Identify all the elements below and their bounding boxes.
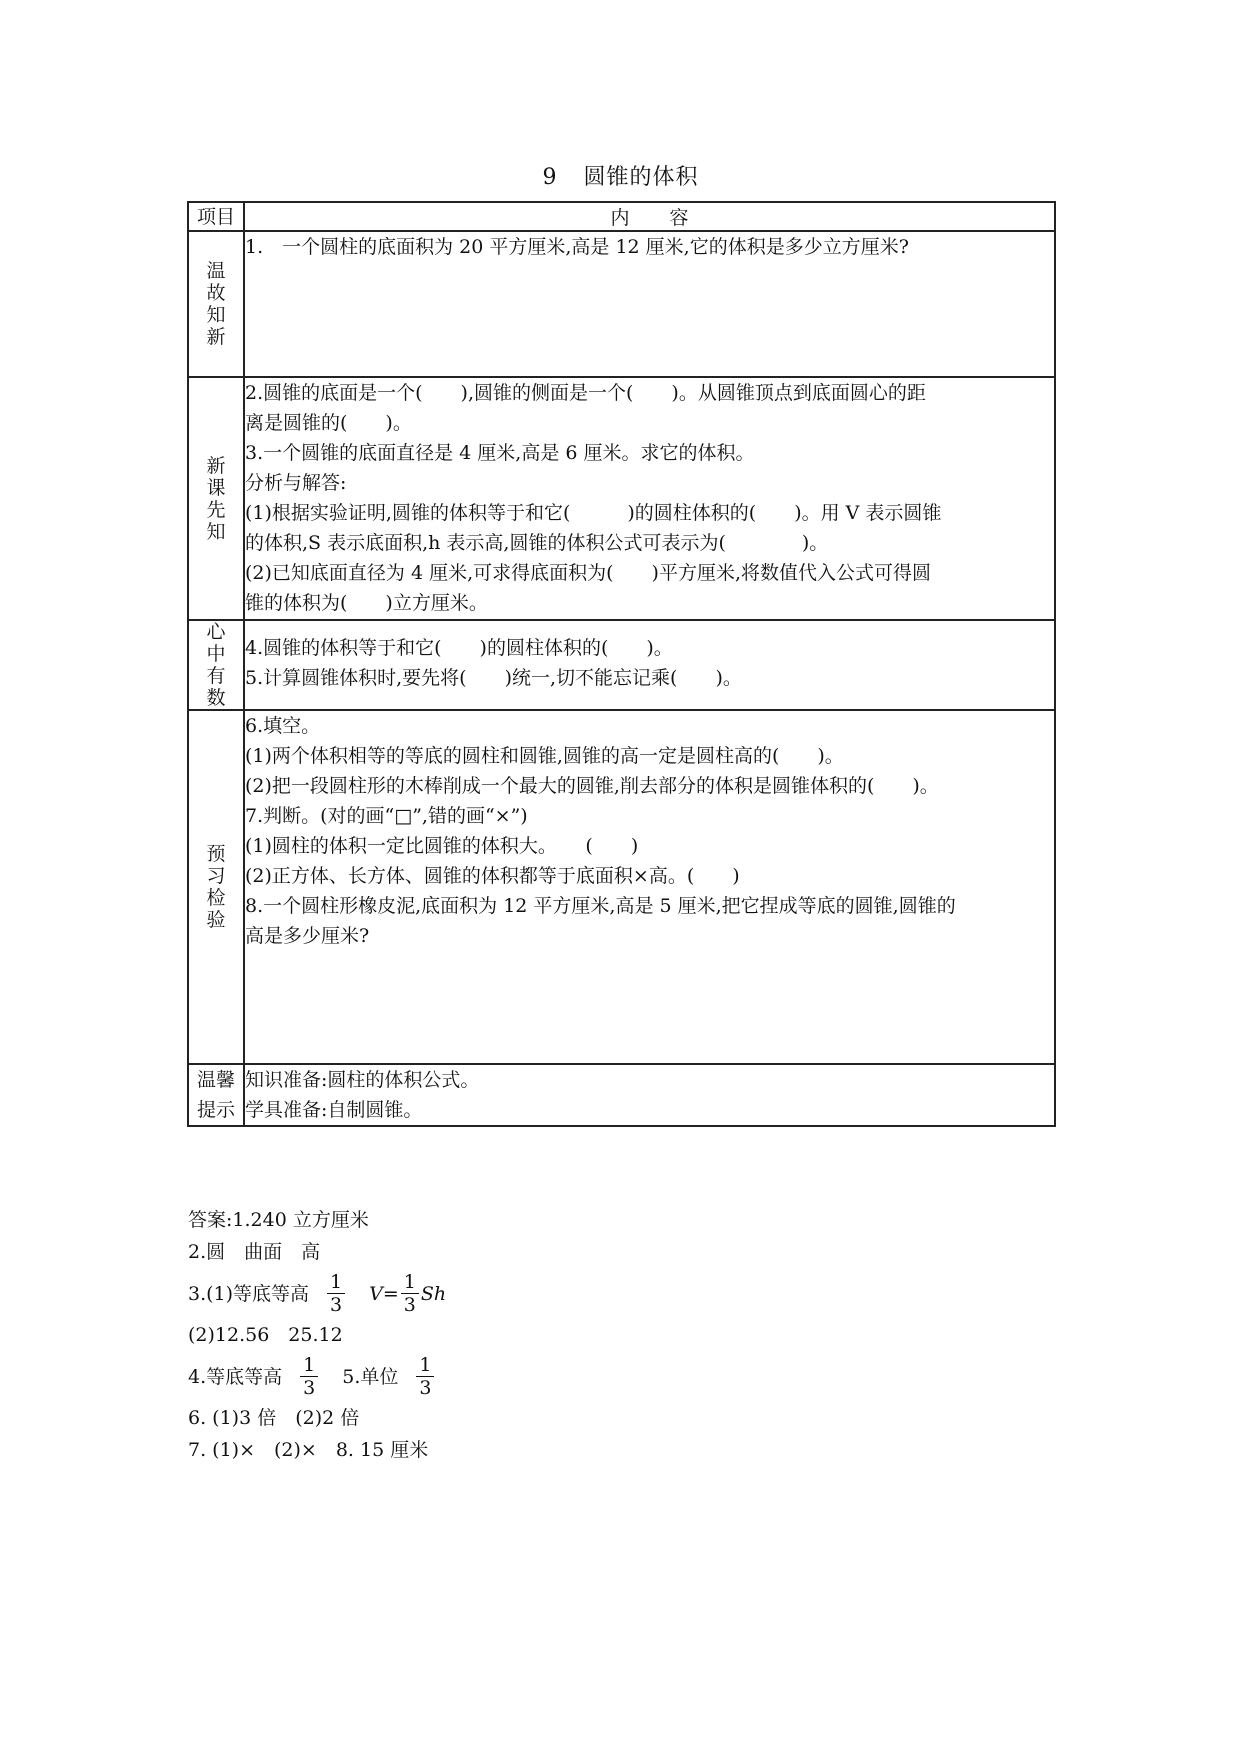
text-line: 2.圆锥的底面是一个( ),圆锥的侧面是一个( )。从圆锥顶点到底面圆心的距 [245,382,926,404]
answer-line: 6. (1)3 倍 (2)2 倍 [188,1407,360,1429]
section-content [244,710,1055,1064]
text-line: 分析与解答: [245,472,347,494]
worksheet-table [187,201,1056,1127]
text-line: 锥的体积为( )立方厘米。 [245,592,488,614]
lesson-title: 圆锥的体积 [583,165,699,190]
fraction: $\frac{1}{3}$ [416,1354,434,1399]
answer-line: (2)12.56 25.12 [188,1324,343,1346]
header-item: 项目 [188,202,244,231]
question-1: 1. 一个圆柱的底面积为 20 平方厘米,高是 12 厘米,它的体积是多少立方厘米? [245,236,909,258]
answer-line: 4.等底等高 $\frac{1}{3}$ 5.单位 $\frac{1}{3}$ [188,1354,446,1399]
table-header-row [188,202,1055,231]
table-row [188,1064,1055,1126]
section-label: 温馨 提示 [188,1064,244,1126]
text-line: 4.圆锥的体积等于和它( )的圆柱体积的( )。 [245,637,673,659]
text-line: 的体积,S 表示底面积,h 表示高,圆锥的体积公式可表示为( )。 [245,532,829,554]
table-row [188,231,1055,377]
header-content: 内容 [244,202,1055,231]
text-line: 6.填空。 [245,715,321,737]
text-line: 知识准备:圆柱的体积公式。 [245,1069,480,1091]
text-line: (1)两个体积相等的等底的圆柱和圆锥,圆锥的高一定是圆柱高的( )。 [245,745,844,767]
section-label: 新 课 先 知 [188,377,244,620]
section-content [244,1064,1055,1126]
text-line: 8.一个圆柱形橡皮泥,底面积为 12 平方厘米,高是 5 厘米,把它捏成等底的圆锥,圆锥的 [245,895,956,917]
table-row [188,620,1055,710]
answer-line: 3.(1)等底等高 $\frac{1}{3}$ V= $\frac{1}{3}$ Sh [188,1271,447,1316]
section-label: 温 故 知 新 [188,231,244,377]
fraction: $\frac{1}{3}$ [327,1271,345,1316]
section-content [244,620,1055,710]
text-line: 离是圆锥的( )。 [245,412,412,434]
text-line: 学具准备:自制圆锥。 [245,1099,423,1121]
answer-section [188,1205,446,1467]
section-content [244,377,1055,620]
text-line: (2)已知底面直径为 4 厘米,可求得底面积为( )平方厘米,将数值代入公式可得圆 [245,562,931,584]
text-line: (1)根据实验证明,圆锥的体积等于和它( )的圆柱体积的( )。用 V 表示圆锥 [245,502,942,524]
text-line: 5.计算圆锥体积时,要先将( )统一,切不能忘记乘( )。 [245,667,742,689]
lesson-number: 9 [542,165,558,190]
answer-line: 答案:1.240 立方厘米 [188,1209,369,1231]
fraction: $\frac{1}{3}$ [300,1354,318,1399]
table-row [188,710,1055,1064]
section-label: 心 中 有 数 [188,620,244,710]
section-label: 预 习 检 验 [188,710,244,1064]
page-title [0,160,1241,191]
answer-line: 2.圆 曲面 高 [188,1241,321,1263]
text-line: 高是多少厘米? [245,925,370,947]
text-line: 3.一个圆锥的底面直径是 4 厘米,高是 6 厘米。求它的体积。 [245,442,755,464]
text-line: (2)把一段圆柱形的木棒削成一个最大的圆锥,削去部分的体积是圆锥体积的( )。 [245,775,939,797]
text-line: 7.判断。(对的画“□”,错的画“×”) [245,805,528,827]
text-line: (1)圆柱的体积一定比圆锥的体积大。 ( ) [245,835,639,857]
text-line: (2)正方体、长方体、圆锥的体积都等于底面积×高。( ) [245,865,740,887]
section-content [244,231,1055,377]
table-row [188,377,1055,620]
fraction: $\frac{1}{3}$ [401,1271,419,1316]
answer-line: 7. (1)× (2)× 8. 15 厘米 [188,1439,429,1461]
